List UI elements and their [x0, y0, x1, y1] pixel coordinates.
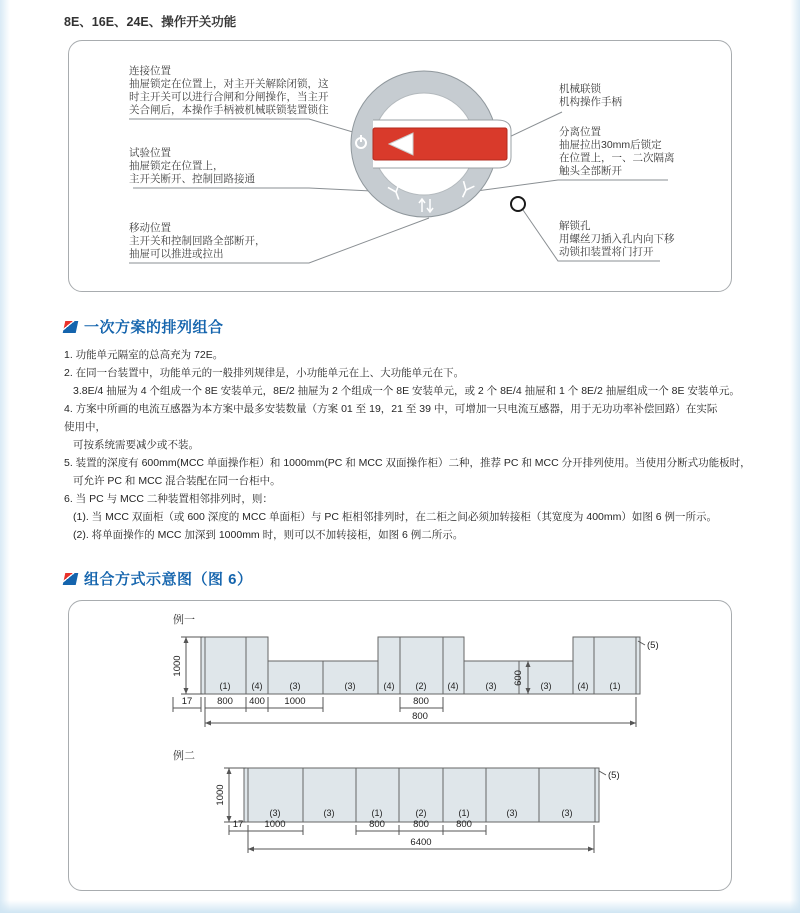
contact-fork-icon — [457, 181, 474, 200]
section2-heading-text: 组合方式示意图（图 6） — [84, 571, 253, 588]
example1-label: 例一 — [173, 614, 195, 626]
callout-line: 主开关和控制回路全部断开， — [129, 235, 266, 247]
end-panel — [636, 637, 640, 694]
dimension-label: 800 — [217, 696, 233, 707]
end-panel-label: (5) — [647, 640, 659, 651]
callout-line: 用螺丝刀插入孔内向下移 — [559, 233, 675, 245]
callout-mechanical-interlock — [559, 83, 622, 109]
callout-line: 主开关断开、控制回路接通 — [129, 173, 255, 185]
callout-line: 抽屉锁定在位置上， — [129, 160, 224, 172]
callout-line: 抽屉锁定在位置上，对主开关解除闭锁，这 — [129, 78, 329, 90]
figure6-drawing — [69, 601, 731, 890]
end-panel — [595, 768, 599, 822]
section1-heading-text: 一次方案的排列组合 — [84, 319, 224, 336]
block-label: (1) — [458, 808, 470, 818]
callout-connect-position — [129, 65, 329, 117]
list-line: 3.8E/4 抽屉为 4 个组成一个 8E 安装单元，8E/2 抽屉为 2 个组成一个 8E 安装单元，或 2 个 8E/4 抽屉和 1 个 8E/2 抽屉组成一个 8E 安装单元。 — [73, 385, 740, 397]
leader-test — [133, 188, 391, 192]
list-line: (2). 将单面操作的 MCC 加深到 1000mm 时，则可以不加转接柜，如图 6 例二所示。 — [73, 529, 464, 541]
block-label: (3) — [485, 681, 497, 691]
callout-title: 解锁孔 — [559, 220, 591, 232]
leader-line — [599, 771, 606, 775]
dimension-label: 1000 — [284, 696, 306, 707]
dimension-label: 800 — [412, 711, 428, 722]
block-label: (3) — [323, 808, 335, 818]
list-line: 可按系统需要减少或不装。 — [73, 439, 199, 451]
contact-fork-icon — [388, 183, 404, 201]
callout-line: 关合闸后，本操作手柄被机械联锁装置锁住 — [129, 104, 329, 116]
example2-label: 例二 — [173, 750, 195, 762]
callout-title: 连接位置 — [129, 65, 171, 77]
callout-line: 时主开关可以进行合闸和分闸操作，当主开 — [129, 91, 329, 103]
leader-interlock — [507, 112, 562, 138]
callout-line: 在位置上，一、二次隔离 — [559, 152, 675, 164]
list-line: 4. 方案中所画的电流互感器为本方案中最多安装数量（方案 01 至 19，21 至 39 中，可增加一只电流互感器，用于无功功率补偿回路）在实际 — [64, 403, 718, 415]
callout-title: 分离位置 — [559, 126, 601, 138]
list-line: 1. 功能单元隔室的总高充为 72E。 — [64, 349, 224, 361]
page-edge-tint-bottom — [0, 900, 800, 913]
block-label: (3) — [540, 681, 552, 691]
dimension-label: 600 — [513, 670, 524, 686]
block-label: (3) — [344, 681, 356, 691]
callout-test-position — [129, 147, 255, 186]
power-icon — [356, 135, 366, 148]
leader-separate — [469, 180, 668, 192]
list-line: 使用中， — [64, 421, 106, 433]
callout-title: 机械联锁 — [559, 83, 601, 95]
block-label: (4) — [577, 681, 589, 691]
dimension-label: 1000 — [172, 655, 183, 677]
callout-line: 机构操作手柄 — [559, 96, 622, 108]
unlock-hole-icon — [511, 197, 525, 211]
end-panel-label: (5) — [608, 770, 620, 781]
block-label: (3) — [506, 808, 518, 818]
dimension-label: 800 — [369, 819, 385, 830]
block-label: (1) — [609, 681, 621, 691]
figure6-panel — [68, 600, 732, 891]
section2-heading — [64, 568, 253, 589]
dimension-label: 17 — [181, 696, 193, 707]
block-label: (2) — [415, 681, 427, 691]
switch-handle — [373, 128, 507, 160]
double-arrow-icon — [419, 199, 433, 212]
block-label: (4) — [251, 681, 263, 691]
handle-slot — [373, 120, 511, 168]
dimension-label: 1000 — [215, 784, 226, 806]
page-title: 8E、16E、24E、操作开关功能 — [64, 15, 237, 29]
dimension-label: 800 — [413, 696, 429, 707]
switch-inner-face — [373, 93, 475, 195]
end-panel — [201, 637, 205, 694]
callout-line: 触头全部断开 — [559, 165, 622, 177]
section1-heading — [64, 316, 224, 337]
list-line: (1). 当 MCC 双面柜（或 600 深度的 MCC 单面柜）与 PC 柜相邻排列时，在二柜之间必须加转接柜（其宽度为 400mm）如图 6 例一所示。 — [73, 511, 718, 523]
callout-line: 抽屉可以推进或拉出 — [129, 248, 224, 260]
switch-diagram-panel — [68, 40, 732, 292]
handle-arrow-left-icon — [389, 133, 413, 155]
list-line: 2. 在同一台装置中，功能单元的一般排列规律是，小功能单元在上、大功能单元在下。 — [64, 367, 465, 379]
block-label: (1) — [219, 681, 231, 691]
dimension-label: 6400 — [410, 837, 432, 848]
end-panel — [244, 768, 248, 822]
list-line: 6. 当 PC 与 MCC 二种装置相邻排列时，则： — [64, 493, 273, 505]
dimension-label: 800 — [413, 819, 429, 830]
block-label: (3) — [269, 808, 281, 818]
section-marker-icon — [63, 321, 79, 333]
block-label: (2) — [415, 808, 427, 818]
callout-move-position — [129, 222, 266, 261]
block-label: (3) — [289, 681, 301, 691]
dimension-label: 17 — [232, 819, 244, 830]
callout-title: 试验位置 — [129, 147, 171, 159]
callout-unlock-hole — [559, 220, 675, 259]
callout-line: 动锁扣装置将门打开 — [559, 246, 654, 258]
dimension-label: 1000 — [264, 819, 286, 830]
page-edge-tint-left — [0, 0, 10, 913]
block-label: (4) — [447, 681, 459, 691]
block-label: (1) — [371, 808, 383, 818]
section-marker-icon — [63, 573, 79, 585]
page-edge-tint-right — [790, 0, 800, 913]
leader-connect — [129, 119, 373, 138]
callout-line: 抽屉拉出30mm后锁定 — [559, 139, 662, 151]
dimension-label: 400 — [249, 696, 265, 707]
block-label: (4) — [383, 681, 395, 691]
callout-separate-position — [559, 126, 675, 178]
callout-title: 移动位置 — [129, 222, 171, 234]
section1-list — [64, 346, 751, 544]
list-line: 5. 装置的深度有 600mm(MCC 单面操作柜）和 1000mm(PC 和 MCC 双面操作柜）二种，推荐 PC 和 MCC 分开排列使用。当使用分断式功能板时， — [64, 457, 751, 469]
dimension-label: 800 — [456, 819, 472, 830]
switch-bezel-ring — [351, 71, 497, 217]
block-label: (3) — [561, 808, 573, 818]
list-line: 可允许 PC 和 MCC 混合装配在同一台柜中。 — [73, 475, 281, 487]
